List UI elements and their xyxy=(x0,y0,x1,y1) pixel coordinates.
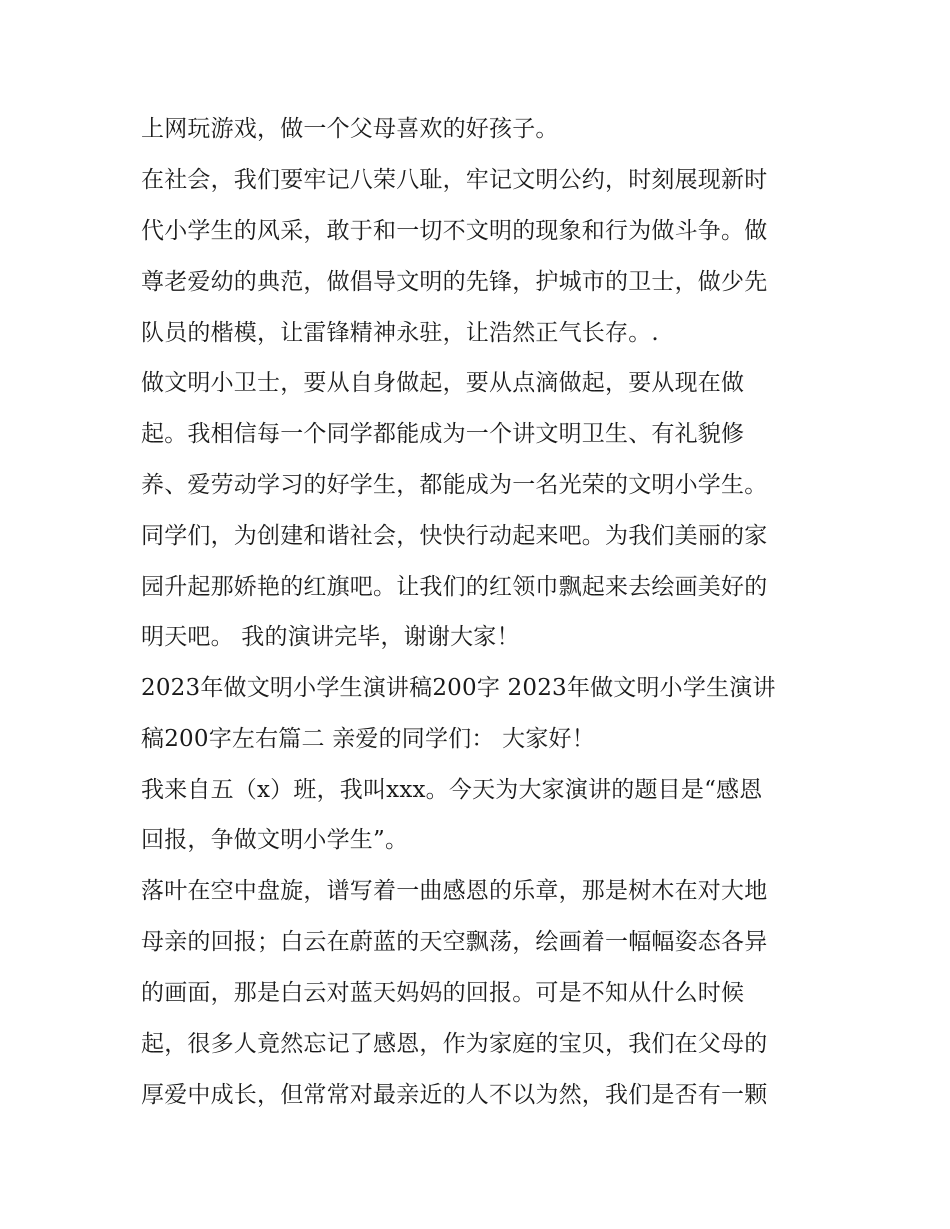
text-line: 回报，争做文明小学生”。 xyxy=(141,827,409,853)
text-line: 我来自五（x）班，我叫xxx。今天为大家演讲的题目是“感恩 xyxy=(141,777,763,803)
text-line: 落叶在空中盘旋，谱写着一曲感恩的乐章，那是树木在对大地 xyxy=(141,878,768,904)
text-line: 起，很多人竟然忘记了感恩，作为家庭的宝贝，我们在父母的 xyxy=(141,1031,768,1057)
text-line: 在社会，我们要牢记八荣八耻，牢记文明公约，时刻展现新时 xyxy=(141,167,768,193)
text-line: 做文明小卫士，要从自身做起，要从点滴做起，要从现在做 xyxy=(141,370,745,396)
text-line: 代小学生的风采，敢于和一切不文明的现象和行为做斗争。做 xyxy=(141,218,768,244)
text-line: 稿200字左右篇二 亲爱的同学们： 大家好！ xyxy=(141,726,595,752)
text-line: 起。我相信每一个同学都能成为一个讲文明卫生、有礼貌修 xyxy=(141,421,745,447)
text-line: 母亲的回报；白云在蔚蓝的天空飘荡，绘画着一幅幅姿态各异 xyxy=(141,929,768,955)
text-line: 养、爱劳动学习的好学生，都能成为一名光荣的文明小学生。 xyxy=(141,472,768,498)
text-line: 尊老爱幼的典范，做倡导文明的先锋，护城市的卫士，做少先 xyxy=(141,269,768,295)
text-line: 的画面，那是白云对蓝天妈妈的回报。可是不知从什么时候 xyxy=(141,980,745,1006)
text-line: 上网玩游戏，做一个父母喜欢的好孩子。 xyxy=(141,116,559,142)
text-line: 同学们，为创建和谐社会，快快行动起来吧。为我们美丽的家 xyxy=(141,523,768,549)
text-line: 园升起那娇艳的红旗吧。让我们的红领巾飘起来去绘画美好的 xyxy=(141,574,768,600)
text-line: 2023年做文明小学生演讲稿200字 2023年做文明小学生演讲 xyxy=(141,675,776,701)
text-line: 队员的楷模，让雷锋精神永驻，让浩然正气长存。. xyxy=(141,320,659,346)
text-line: 明天吧。 我的演讲完毕，谢谢大家！ xyxy=(141,624,520,650)
text-line: 厚爱中成长，但常常对最亲近的人不以为然，我们是否有一颗 xyxy=(141,1082,768,1108)
